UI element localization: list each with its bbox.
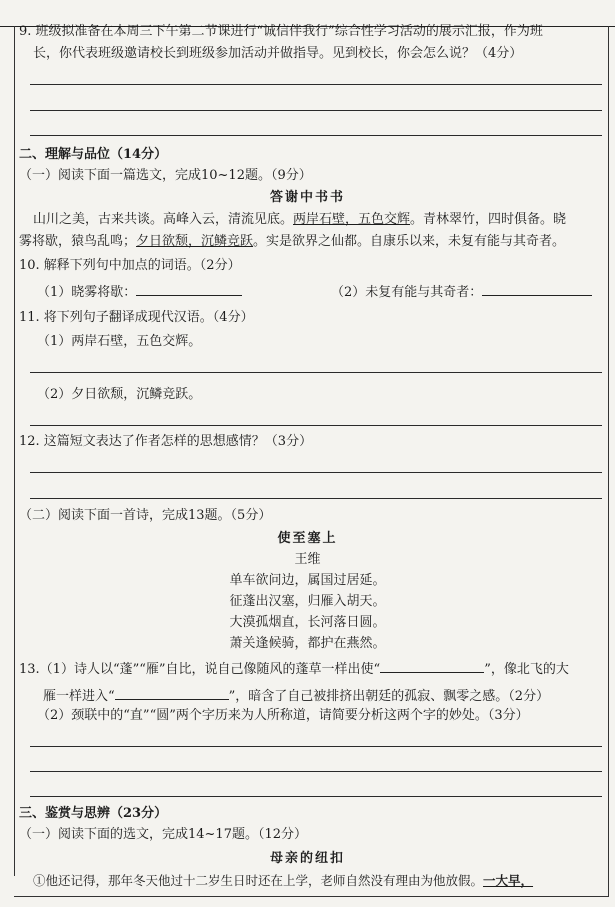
fill-blank[interactable] bbox=[136, 283, 242, 296]
answer-line bbox=[30, 498, 602, 499]
q9-line1: 9. 班级拟准备在本周三下午第二节课进行“诚信伴我行”综合性学习活动的展示汇报，作为班 bbox=[19, 24, 543, 39]
answer-line bbox=[30, 84, 602, 85]
section-2-part2-intro: （二）阅读下面一首诗，完成13题。（5分） bbox=[19, 508, 272, 523]
text-segment: ①他还记得，那年冬天他过十二岁生日时还在上学，老师自然没有理由为他放假。 bbox=[33, 873, 484, 888]
fill-blank[interactable] bbox=[115, 687, 229, 700]
frame-border-left bbox=[14, 26, 15, 876]
q10-item1 bbox=[37, 283, 242, 301]
text-title: 答谢中书书 bbox=[269, 190, 345, 205]
q13-text: ”，像北飞的大 bbox=[484, 662, 569, 677]
fill-blank[interactable] bbox=[482, 283, 592, 296]
frame-border-bottom bbox=[14, 896, 609, 897]
answer-line bbox=[30, 372, 602, 373]
q10-item2 bbox=[331, 283, 592, 301]
text-segment: 山川之美，古来共谈。高峰入云，清流见底。 bbox=[33, 212, 294, 227]
answer-line bbox=[30, 425, 602, 426]
answer-line bbox=[30, 472, 602, 473]
poem-line: 大漠孤烟直，长河落日圆。 bbox=[229, 615, 386, 630]
underlined-segment: 一大早， bbox=[483, 873, 534, 888]
q11-item2: （2）夕日欲颓，沉鳞竞跃。 bbox=[37, 387, 202, 402]
answer-line bbox=[30, 771, 602, 772]
q13-item1-line2 bbox=[43, 687, 549, 705]
section-3-title: 三、鉴赏与思辨（23分） bbox=[19, 806, 168, 821]
section-2-part1-intro: （一）阅读下面一篇选文，完成10~12题。（9分） bbox=[19, 168, 312, 183]
q13-item1-line1 bbox=[19, 660, 569, 678]
text-segment: 雾将歇，猿鸟乱鸣； bbox=[19, 234, 137, 249]
q12-prompt: 12. 这篇短文表达了作者怎样的思想感情？（3分） bbox=[19, 434, 313, 449]
q11-prompt: 11. 将下列句子翻译成现代汉语。（4分） bbox=[19, 310, 254, 325]
q9-line2: 长，你代表班级邀请校长到班级参加活动并做指导。见到校长，你会怎么说？（4分） bbox=[33, 46, 523, 61]
frame-border-right bbox=[608, 26, 609, 896]
answer-line bbox=[30, 135, 602, 136]
section-3-part1-intro: （一）阅读下面的选文，完成14~17题。（12分） bbox=[19, 827, 308, 842]
answer-line bbox=[30, 796, 602, 797]
reading-para1 bbox=[33, 873, 533, 889]
q13-text: 13.（1）诗人以“蓬”“雁”自比，说自己像随风的蓬草一样出使“ bbox=[19, 662, 381, 677]
q13-item2: （2）颈联中的“直”“圆”两个字历来为人所称道，请简要分析这两个字的妙处。（3分） bbox=[37, 708, 529, 723]
classical-text-line1 bbox=[33, 212, 566, 228]
q11-item1: （1）两岸石壁，五色交辉。 bbox=[37, 334, 202, 349]
underlined-segment: 两岸石壁，五色交辉 bbox=[293, 212, 411, 227]
q10-item1-label: （1）晓雾将歇： bbox=[37, 285, 137, 300]
classical-text-line2 bbox=[19, 234, 565, 250]
text-segment: 。实是欲界之仙都。自康乐以来，未复有能与其奇者。 bbox=[253, 234, 566, 249]
q13-text: 雁一样进入“ bbox=[43, 689, 115, 704]
fill-blank[interactable] bbox=[380, 660, 484, 673]
poem-line: 单车欲问边，属国过居延。 bbox=[229, 573, 386, 588]
text-segment: 。青林翠竹，四时俱备。晓 bbox=[410, 212, 567, 227]
section-2-title: 二、理解与品位（14分） bbox=[19, 147, 168, 162]
answer-line bbox=[30, 746, 602, 747]
reading-title: 母亲的纽扣 bbox=[269, 851, 345, 866]
q10-item2-label: （2）未复有能与其奇者： bbox=[331, 285, 483, 300]
answer-line bbox=[30, 110, 602, 111]
underlined-segment: 夕日欲颓，沉鳞竞跃 bbox=[136, 234, 254, 249]
q13-text: ”，暗含了自己被排挤出朝廷的孤寂、飘零之感。（2分） bbox=[228, 689, 550, 704]
poem-title: 使至塞上 bbox=[277, 531, 338, 546]
poem-author: 王维 bbox=[294, 552, 321, 567]
q10-prompt: 10. 解释下列句中加点的词语。（2分） bbox=[19, 258, 241, 273]
poem-line: 萧关逢候骑，都护在燕然。 bbox=[229, 636, 386, 651]
poem-line: 征蓬出汉塞，归雁入胡天。 bbox=[229, 594, 386, 609]
